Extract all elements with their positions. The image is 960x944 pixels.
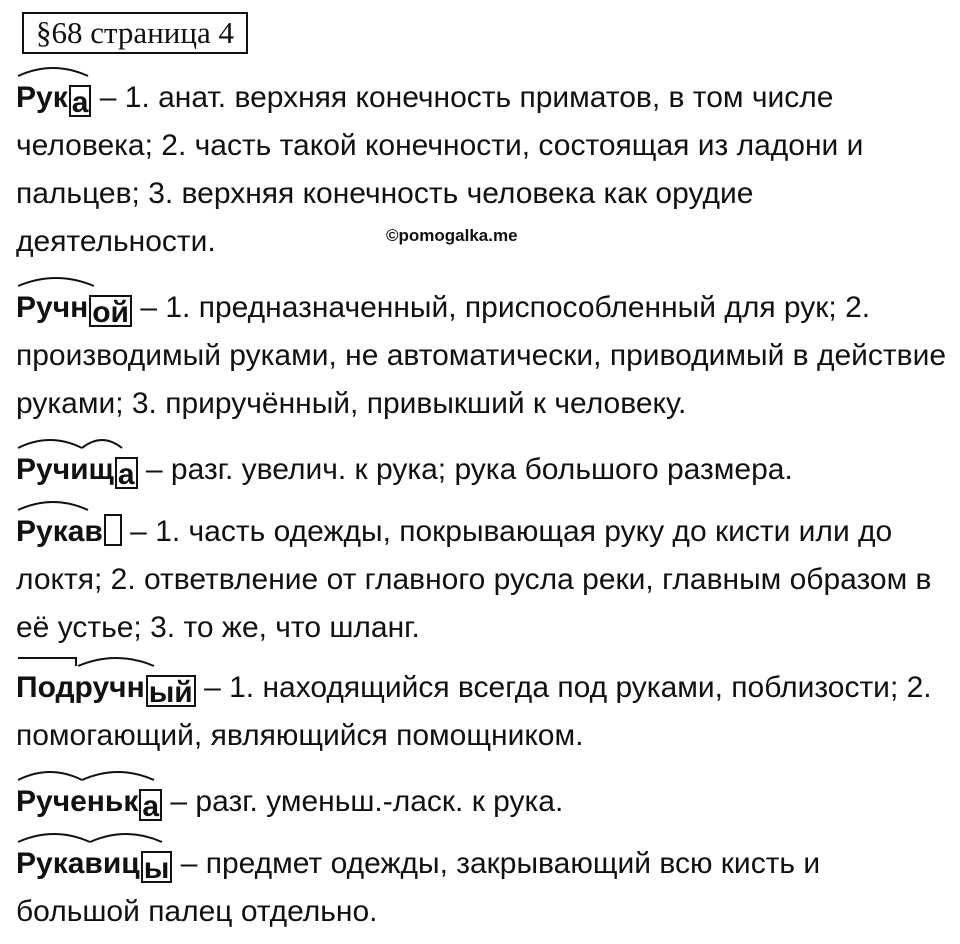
watermark: ©pomogalka.me bbox=[386, 226, 518, 245]
entry-podruchny bbox=[16, 664, 951, 760]
ending-box: ой bbox=[89, 295, 132, 327]
headword bbox=[16, 778, 162, 826]
headword bbox=[16, 74, 91, 122]
ending-box: ы bbox=[141, 851, 173, 883]
headword bbox=[16, 508, 122, 556]
headword-stem: Рученьк bbox=[16, 785, 139, 818]
headword-stem: Рукавиц bbox=[16, 847, 140, 880]
definition-text: – разг. увелич. к рука; рука большого размера. bbox=[137, 453, 793, 486]
entry-ruchishcha bbox=[16, 446, 951, 494]
ending-box: а bbox=[139, 789, 162, 821]
page-title: §68 страница 4 bbox=[22, 12, 248, 54]
headword bbox=[16, 840, 172, 888]
ending-box: а bbox=[69, 85, 92, 117]
definition-text: – предмет одежды, закрывающий всю кисть и большой палец отдельно. bbox=[16, 847, 821, 928]
headword-stem: Ручн bbox=[16, 291, 89, 324]
entry-ruchenka bbox=[16, 778, 951, 826]
entry-rukav bbox=[16, 508, 951, 652]
headword-stem: Рукав bbox=[16, 515, 103, 548]
root-arc-icon bbox=[16, 766, 156, 782]
definition-text: – разг. уменьш.-ласк. к рука. bbox=[162, 785, 564, 818]
definition-text: – 1. предназначенный, приспособленный для рук; 2. производимый руками, не автоматически, приводимый в действие руками; 3. приручённый, привыкший к человеку. bbox=[16, 291, 947, 420]
entry-rukavitsy bbox=[16, 840, 951, 936]
entry-ruchnoy bbox=[16, 284, 951, 428]
empty-ending-box bbox=[104, 514, 122, 546]
headword-stem: Ручищ bbox=[16, 453, 114, 486]
root-arc-icon bbox=[16, 272, 96, 288]
headword-stem: Рук bbox=[16, 81, 68, 114]
ending-box: ый bbox=[146, 675, 196, 707]
definition-text: – 1. часть одежды, покрывающая руку до кисти или до локтя; 2. ответвление от главного русла реки, главным образом в её устье; 3. то же, что шланг. bbox=[16, 515, 932, 644]
headword bbox=[16, 284, 132, 332]
headword bbox=[16, 446, 138, 494]
root-arc-icon bbox=[16, 434, 126, 450]
prefix-root-icon bbox=[16, 652, 156, 668]
definition-text: – 1. анат. верхняя конечность приматов, в том числе человека; 2. часть такой конечности, состоящая из ладони и пальцев; 3. верхняя конечность человека как орудие деятельности. bbox=[16, 81, 864, 258]
headword bbox=[16, 664, 196, 712]
root-arc-icon bbox=[16, 62, 90, 78]
definition-text: – 1. находящийся всегда под руками, поблизости; 2. помогающий, являющийся помощником. bbox=[16, 671, 932, 752]
root-arc-icon bbox=[16, 496, 90, 512]
headword-stem: Подручн bbox=[16, 671, 145, 704]
root-arc-icon bbox=[16, 828, 166, 844]
ending-box: а bbox=[115, 457, 138, 489]
